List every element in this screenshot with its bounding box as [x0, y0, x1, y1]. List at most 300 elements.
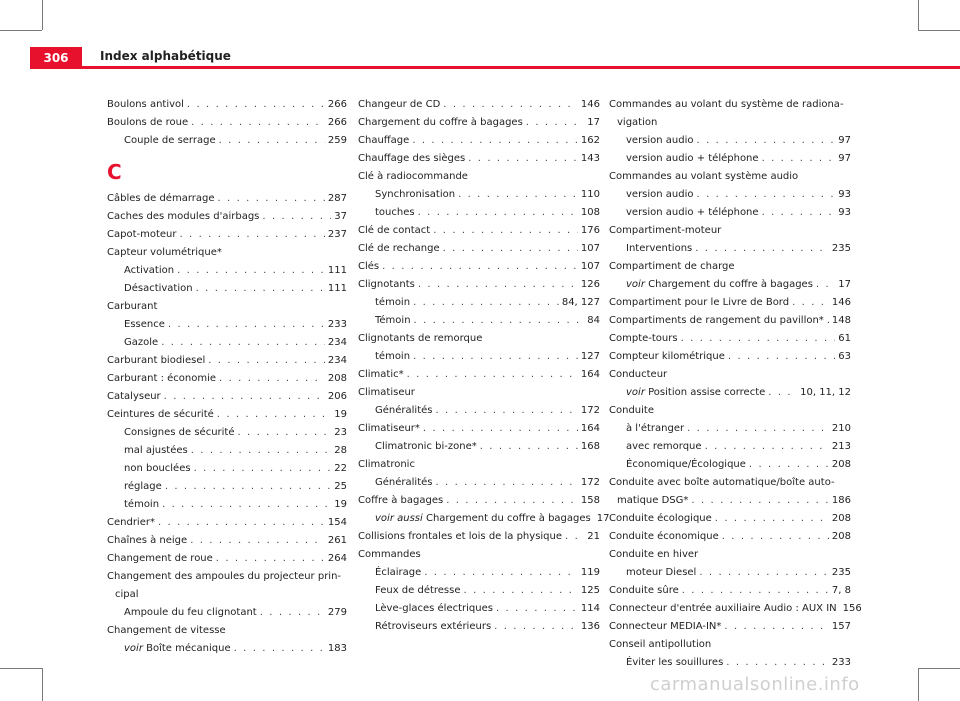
index-entry-row	[124, 478, 347, 496]
dot-leader	[687, 420, 829, 438]
dot-leader	[458, 186, 578, 204]
page-reference: 21	[587, 531, 600, 542]
index-entry-row	[124, 262, 347, 280]
index-entry-row	[358, 492, 600, 510]
index-entry	[107, 640, 347, 658]
dot-leader	[435, 402, 577, 420]
dot-leader	[414, 312, 585, 330]
dot-leader	[443, 240, 578, 258]
index-entry	[609, 420, 851, 438]
dot-leader	[158, 514, 325, 532]
index-entry	[358, 582, 600, 600]
index-entry-row	[626, 654, 851, 672]
crop-mark	[918, 668, 960, 669]
index-entry	[609, 474, 851, 510]
crop-mark	[42, 0, 43, 30]
index-entry-label	[375, 402, 432, 420]
index-entry-label	[626, 456, 746, 474]
crop-mark	[918, 30, 960, 31]
index-entry	[358, 528, 600, 546]
index-entry-text: Capot-moteur	[107, 229, 177, 240]
page-reference: 17	[587, 117, 600, 128]
index-entry-row	[375, 204, 600, 222]
index-entry-text: Chaînes à neige	[107, 535, 188, 546]
index-entry-text: version audio	[626, 189, 694, 200]
index-entry	[107, 604, 347, 622]
dot-leader	[697, 186, 836, 204]
index-letter-heading: C	[107, 160, 122, 184]
index-entry	[358, 546, 600, 564]
index-entry-text: Lève-glaces électriques	[375, 603, 493, 614]
page-reference: 10, 11, 12	[800, 387, 851, 398]
page-reference: 61	[838, 333, 851, 344]
index-entry	[107, 114, 347, 132]
dot-leader	[165, 478, 331, 496]
index-entry-row	[124, 604, 347, 622]
index-entry	[107, 262, 347, 280]
page-reference: 186	[831, 495, 851, 506]
see-reference: voir aussi	[375, 513, 423, 524]
index-entry-label	[124, 262, 174, 280]
page-reference: 107	[580, 261, 600, 272]
page-reference: 22	[334, 463, 347, 474]
index-entry-label	[626, 150, 759, 168]
dot-leader	[418, 276, 578, 294]
dot-leader	[168, 316, 325, 334]
dot-leader	[722, 528, 829, 546]
index-entry	[609, 546, 851, 564]
index-entry-row	[375, 186, 600, 204]
page-reference: 233	[831, 657, 851, 668]
page-reference: 261	[327, 535, 347, 546]
index-entry-label	[107, 550, 213, 568]
index-entry-row	[107, 514, 347, 532]
index-entry-row	[626, 240, 851, 258]
index-entry-row	[375, 474, 600, 492]
index-entry-text: Compartiment de charge	[609, 261, 735, 272]
index-entry-text: Catalyseur	[107, 391, 161, 402]
index-entry-label	[358, 492, 443, 510]
dot-leader	[435, 474, 577, 492]
crop-mark	[0, 668, 42, 669]
index-entry-text: Conduite économique	[609, 531, 719, 542]
index-entry-label	[107, 406, 214, 424]
see-reference: voir	[626, 387, 645, 398]
index-entry-text: Économique/Écologique	[626, 459, 746, 470]
index-entry	[358, 348, 600, 366]
index-entry-row	[609, 582, 851, 600]
index-entry	[107, 298, 347, 316]
index-entry-text: témoin	[375, 297, 411, 308]
index-entry-label	[609, 312, 824, 330]
page-reference: 146	[831, 297, 851, 308]
index-entry-text: témoin	[375, 351, 411, 362]
index-entry-text: Interventions	[626, 243, 693, 254]
index-entry-row	[358, 150, 600, 168]
index-entry-label	[626, 564, 696, 582]
see-reference: voir	[124, 643, 143, 654]
index-entry-label	[358, 132, 409, 150]
index-entry-label	[358, 258, 379, 276]
index-entry	[358, 132, 600, 150]
index-entry	[358, 330, 600, 348]
index-entry-text: Gazole	[124, 337, 159, 348]
index-entry-label	[358, 96, 440, 114]
dot-leader	[762, 204, 836, 222]
index-entry	[107, 460, 347, 478]
dot-leader	[816, 276, 835, 294]
index-entry-label	[375, 618, 491, 636]
index-entry-text: Généralités	[375, 405, 433, 416]
index-entry	[107, 442, 347, 460]
index-entry-label	[375, 294, 410, 312]
page-reference: 119	[580, 567, 600, 578]
index-entry	[358, 402, 600, 420]
dot-leader	[443, 96, 578, 114]
index-entry-label	[124, 460, 191, 478]
page-reference: 287	[327, 193, 347, 204]
page-reference: 111	[327, 265, 347, 276]
index-entry	[358, 384, 600, 402]
index-entry	[107, 208, 347, 226]
index-entry	[107, 370, 347, 388]
index-entry-text: Connecteur MEDIA-IN*	[609, 621, 722, 632]
index-entry-row	[609, 330, 851, 348]
page-reference: 126	[580, 279, 600, 290]
index-entry-text: Clés	[358, 261, 380, 272]
page-reference: 208	[831, 459, 851, 470]
page-reference: 19	[334, 409, 347, 420]
page-reference: 213	[831, 441, 851, 452]
index-entry-label	[626, 420, 684, 438]
page-reference: 17	[596, 513, 610, 524]
index-entry-label	[107, 96, 184, 114]
index-entry	[358, 240, 600, 258]
index-entry-text: Position assise correcte	[648, 387, 766, 398]
dot-leader	[423, 420, 578, 438]
index-entry	[107, 424, 347, 442]
index-entry	[609, 294, 851, 312]
index-entry-text: Consignes de sécurité	[124, 427, 235, 438]
index-entry-text: Coffre à bagages	[358, 495, 444, 506]
index-entry-text: Commandes au volant du système de radiona-	[609, 99, 844, 110]
page-reference: 233	[327, 319, 347, 330]
index-entry-label	[375, 312, 411, 330]
dot-leader	[413, 294, 559, 312]
index-entry	[609, 510, 851, 528]
index-entry	[107, 132, 347, 150]
index-entry-label	[124, 424, 235, 442]
page-reference: 235	[831, 243, 851, 254]
dot-leader	[413, 348, 578, 366]
index-entry-text: Climatronic bi-zone*	[375, 441, 477, 452]
dot-leader	[496, 600, 578, 618]
index-entry-row	[358, 258, 600, 276]
index-entry-row	[124, 424, 347, 442]
dot-leader	[699, 564, 829, 582]
index-entry-text: Caches des modules d'airbags	[107, 211, 260, 222]
dot-leader	[238, 424, 332, 442]
dot-leader	[164, 388, 325, 406]
index-entry	[609, 204, 851, 222]
index-entry-label	[609, 582, 679, 600]
dot-leader	[219, 370, 325, 388]
index-entry	[358, 204, 600, 222]
index-entry-text: moteur Diesel	[626, 567, 697, 578]
index-entry-row	[124, 442, 347, 460]
index-entry-text: Boîte mécanique	[146, 643, 231, 654]
page-reference: 234	[327, 355, 347, 366]
index-entry	[609, 564, 851, 582]
index-entry-text: Climatiseur*	[358, 423, 420, 434]
index-entry	[107, 190, 347, 208]
watermark: carmanualsonline.info	[650, 674, 860, 695]
dot-leader	[705, 438, 829, 456]
dot-leader	[695, 240, 829, 258]
index-entry-label	[124, 640, 231, 658]
dot-leader	[715, 510, 829, 528]
page-reference: 266	[327, 117, 347, 128]
page-reference: 158	[580, 495, 600, 506]
index-entry-text: Essence	[124, 319, 165, 330]
index-entry-continuation	[609, 492, 851, 510]
index-column-3	[609, 96, 862, 672]
index-entry-row	[626, 456, 851, 474]
dot-leader	[262, 208, 331, 226]
index-entry-label	[375, 474, 432, 492]
index-entry-label	[626, 384, 765, 402]
page-reference: 208	[831, 513, 851, 524]
index-entry-row	[107, 388, 347, 406]
index-entry-row	[626, 420, 851, 438]
index-entry-row	[107, 190, 347, 208]
index-entry-label	[609, 528, 719, 546]
index-entry-label	[626, 240, 692, 258]
index-entry	[107, 406, 347, 424]
index-entry-text: Changement de roue	[107, 553, 213, 564]
index-entry-label	[124, 442, 188, 460]
index-entry-text: Changeur de CD	[358, 99, 441, 110]
dot-leader	[177, 262, 325, 280]
index-entry-label	[626, 204, 759, 222]
index-entry-text: matique DSG*	[617, 495, 689, 506]
index-entry-row	[107, 352, 347, 370]
index-entry-row	[358, 240, 600, 258]
index-entry	[358, 258, 600, 276]
page-reference: 234	[327, 337, 347, 348]
crop-mark	[918, 668, 919, 701]
dot-leader	[768, 384, 797, 402]
index-entry-label	[626, 132, 694, 150]
page-reference: 84, 127	[561, 297, 600, 308]
index-entry-row	[609, 294, 851, 312]
index-entry-text: Capteur volumétrique*	[107, 247, 222, 258]
index-entry-label	[107, 532, 187, 550]
index-entry	[107, 532, 347, 550]
dot-leader	[697, 132, 836, 150]
page-reference: 172	[580, 477, 600, 488]
index-entry-row	[124, 496, 347, 514]
index-entry-label	[107, 514, 155, 532]
index-entry	[107, 226, 347, 244]
index-entry	[358, 600, 600, 618]
index-entry-row	[375, 438, 600, 456]
index-entry-row	[107, 406, 347, 424]
index-entry	[609, 186, 851, 204]
dot-leader	[494, 618, 578, 636]
index-entry-row	[358, 114, 600, 132]
index-entry-text: Chargement du coffre à bagages	[425, 513, 591, 524]
index-entry-text: mal ajustées	[124, 445, 188, 456]
index-entry-text: touches	[375, 207, 415, 218]
index-entry	[358, 564, 600, 582]
index-entry-label	[375, 600, 493, 618]
index-entry	[358, 312, 600, 330]
index-entry-label	[375, 204, 415, 222]
index-entry	[358, 420, 600, 438]
index-entry-row	[124, 132, 347, 150]
index-entry-row	[626, 438, 851, 456]
dot-leader	[468, 150, 578, 168]
dot-leader	[407, 366, 578, 384]
page-reference: 23	[334, 427, 347, 438]
index-entry-text: Chauffage des sièges	[358, 153, 466, 164]
page-reference: 210	[831, 423, 851, 434]
dot-leader	[418, 204, 578, 222]
index-entry-row	[626, 150, 851, 168]
index-entry-text: Boulons de roue	[107, 117, 189, 128]
page-reference: 37	[334, 211, 347, 222]
dot-leader	[464, 582, 578, 600]
index-entry	[609, 276, 851, 294]
page-number: 306	[30, 47, 82, 69]
index-entry-label	[358, 366, 404, 384]
index-entry	[609, 330, 851, 348]
index-entry	[107, 568, 347, 604]
page-reference: 235	[831, 567, 851, 578]
dot-leader	[218, 190, 325, 208]
index-entry	[609, 582, 851, 600]
index-entry-row	[375, 600, 600, 618]
index-entry-row	[375, 564, 600, 582]
index-entry-text: Conduite écologique	[609, 513, 712, 524]
page-reference: 157	[831, 621, 851, 632]
index-entry	[358, 168, 600, 186]
index-entry-text: Éviter les souillures	[626, 657, 724, 668]
index-entry	[609, 150, 851, 168]
index-entry-text: Collisions frontales et lois de la physique	[358, 531, 563, 542]
page-title: Index alphabétique	[100, 49, 231, 63]
page-reference: 183	[327, 643, 347, 654]
index-entry	[358, 114, 600, 132]
index-entry-text: Changement des ampoules du projecteur prin-	[107, 571, 342, 582]
index-entry-row	[626, 276, 851, 294]
index-entry-row	[626, 564, 851, 582]
index-entry-text: Compteur kilométrique	[609, 351, 725, 362]
index-entry-row	[375, 348, 600, 366]
page-reference: 143	[580, 153, 600, 164]
index-entry-text: réglage	[124, 481, 162, 492]
dot-leader	[724, 618, 829, 636]
index-entry-text: Carburant : économie	[107, 373, 217, 384]
index-entry-label	[626, 276, 813, 294]
dot-leader	[749, 456, 829, 474]
page-reference: 93	[838, 207, 851, 218]
page-reference: 206	[327, 391, 347, 402]
index-entry-text: Compartiment-moteur	[609, 225, 722, 236]
index-entry-row	[375, 294, 600, 312]
dot-leader	[191, 114, 325, 132]
page-reference: 156	[842, 603, 862, 614]
page-reference: 28	[334, 445, 347, 456]
index-entry-text: Conducteur	[609, 369, 668, 380]
index-entry-text: Conduite	[609, 405, 654, 416]
index-entry-label	[124, 478, 162, 496]
page-reference: 108	[580, 207, 600, 218]
dot-leader	[180, 226, 325, 244]
index-entry-row	[626, 186, 851, 204]
index-entry-label	[609, 294, 789, 312]
index-entry	[107, 334, 347, 352]
index-entry-row	[375, 312, 600, 330]
index-entry	[107, 352, 347, 370]
index-entry	[358, 456, 600, 474]
index-entry-label	[375, 348, 410, 366]
index-entry-text: Commandes	[358, 549, 421, 560]
index-entry-row	[626, 204, 851, 222]
index-entry-text: Clignotants de remorque	[358, 333, 483, 344]
page-reference: 237	[327, 229, 347, 240]
index-entry-text: Connecteur d'entrée auxiliaire Audio : AUX IN	[609, 603, 837, 614]
dot-leader	[480, 438, 578, 456]
index-entry	[358, 96, 600, 114]
index-entry-row	[375, 618, 600, 636]
index-entry	[609, 222, 851, 240]
index-entry-row	[609, 312, 851, 330]
index-entry-text: Changement de vitesse	[107, 625, 226, 636]
dot-leader	[827, 312, 829, 330]
crop-mark	[918, 0, 919, 30]
page-reference: 176	[580, 225, 600, 236]
index-entry	[358, 366, 600, 384]
index-entry-label	[107, 226, 177, 244]
index-entry-text: Conduite en hiver	[609, 549, 699, 560]
dot-leader	[219, 132, 325, 150]
index-entry	[358, 294, 600, 312]
page-reference: 114	[580, 603, 600, 614]
index-entry-label	[107, 190, 215, 208]
index-entry-text: Feux de détresse	[375, 585, 461, 596]
header-rule	[82, 66, 960, 69]
index-entry	[107, 388, 347, 406]
index-entry	[609, 366, 851, 384]
index-entry-text: Clé à radiocommande	[358, 171, 468, 182]
index-entry-label	[375, 582, 461, 600]
page-reference: 84	[587, 315, 600, 326]
index-entry-row	[609, 528, 851, 546]
dot-leader	[726, 654, 829, 672]
index-entry	[358, 276, 600, 294]
index-entry-label	[107, 208, 259, 226]
index-entry-continuation: vigation	[617, 117, 658, 128]
index-entry-row	[358, 132, 600, 150]
index-entry-label	[358, 528, 562, 546]
index-entry-text: Éclairage	[375, 567, 422, 578]
index-entry	[609, 636, 851, 654]
index-entry-row	[609, 348, 851, 366]
index-entry-text: Ceintures de sécurité	[107, 409, 214, 420]
dot-leader	[234, 640, 325, 658]
